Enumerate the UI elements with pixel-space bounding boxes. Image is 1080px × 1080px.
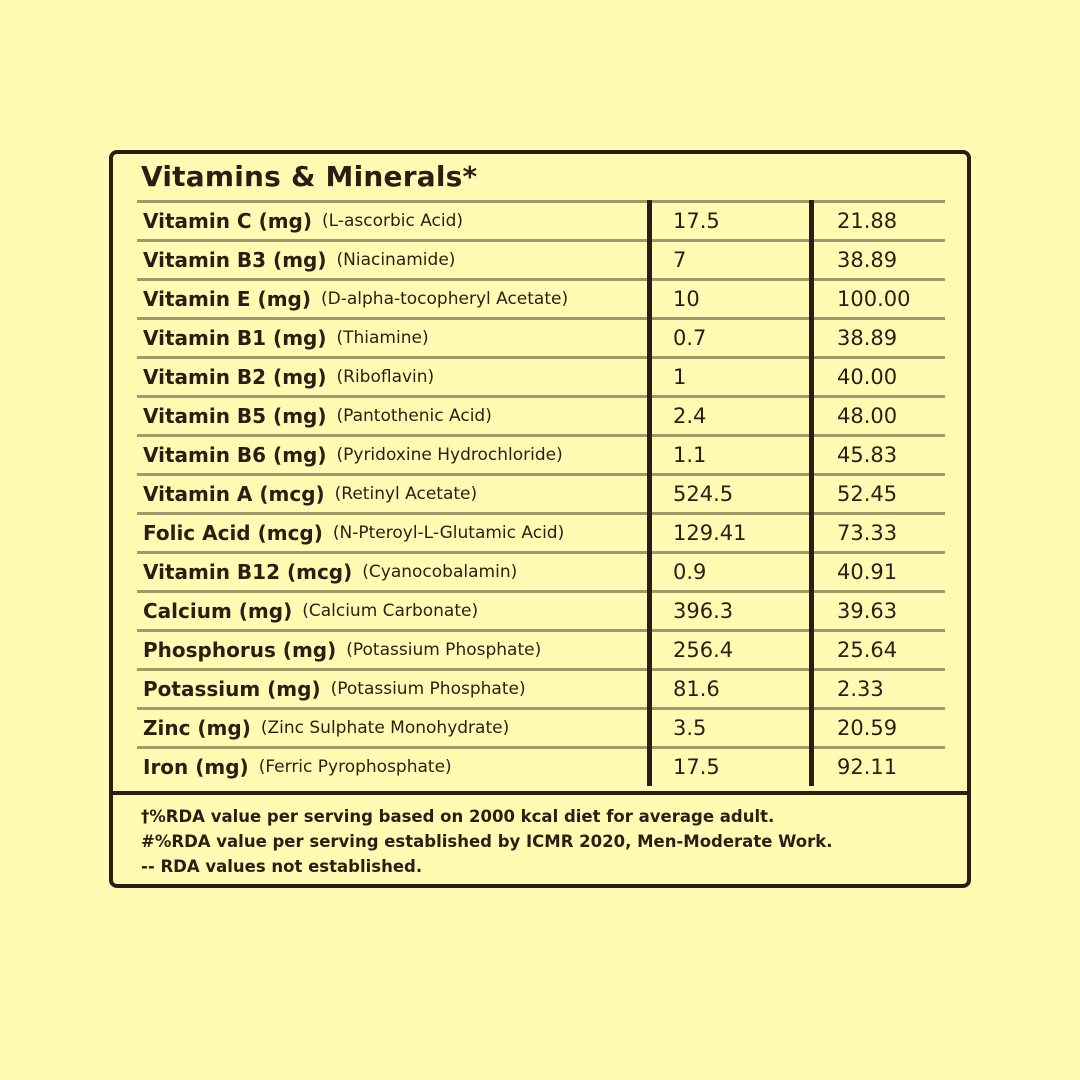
panel-title: Vitamins & Minerals* bbox=[141, 160, 478, 193]
nutrient-source: (Pantothenic Acid) bbox=[336, 406, 492, 426]
column-divider-rda bbox=[809, 200, 814, 786]
nutrient-rda: 40.00 bbox=[837, 365, 898, 389]
nutrient-rda: 92.11 bbox=[837, 755, 898, 779]
nutrient-source: (D-alpha-tocopheryl Acetate) bbox=[321, 289, 569, 309]
table-row bbox=[137, 707, 945, 746]
nutrient-amount: 524.5 bbox=[673, 482, 734, 506]
nutrient-amount: 17.5 bbox=[673, 755, 720, 779]
table-row bbox=[137, 200, 945, 239]
footnote-divider bbox=[113, 791, 967, 795]
column-divider-amount bbox=[647, 200, 652, 786]
nutrient-name: Zinc (mg) bbox=[143, 716, 251, 740]
nutrient-source: (Cyanocobalamin) bbox=[362, 562, 518, 582]
nutrient-rda: 20.59 bbox=[837, 716, 898, 740]
nutrition-panel bbox=[109, 150, 971, 888]
table-row bbox=[137, 629, 945, 668]
nutrient-amount: 10 bbox=[673, 287, 700, 311]
nutrient-source: (Calcium Carbonate) bbox=[302, 601, 479, 621]
table-row bbox=[137, 590, 945, 629]
table-row bbox=[137, 512, 945, 551]
nutrient-name: Iron (mg) bbox=[143, 755, 249, 779]
nutrient-rda: 52.45 bbox=[837, 482, 898, 506]
nutrient-source: (Thiamine) bbox=[336, 328, 429, 348]
nutrient-name: Vitamin A (mcg) bbox=[143, 482, 325, 506]
nutrient-amount: 0.7 bbox=[673, 326, 707, 350]
nutrient-source: (Riboflavin) bbox=[336, 367, 435, 387]
nutrient-name: Vitamin C (mg) bbox=[143, 209, 313, 233]
nutrient-source: (N-Pteroyl-L-Glutamic Acid) bbox=[332, 523, 565, 543]
nutrient-name: Calcium (mg) bbox=[143, 599, 293, 623]
nutrient-amount: 129.41 bbox=[673, 521, 747, 545]
nutrient-name: Vitamin B6 (mg) bbox=[143, 443, 327, 467]
nutrient-name: Vitamin B1 (mg) bbox=[143, 326, 327, 350]
nutrient-amount: 0.9 bbox=[673, 560, 707, 584]
nutrient-table bbox=[137, 200, 945, 785]
nutrient-source: (Retinyl Acetate) bbox=[334, 484, 478, 504]
nutrient-rda: 21.88 bbox=[837, 209, 898, 233]
nutrient-name: Vitamin B12 (mcg) bbox=[143, 560, 353, 584]
nutrient-name: Folic Acid (mcg) bbox=[143, 521, 323, 545]
table-row bbox=[137, 278, 945, 317]
nutrient-rda: 40.91 bbox=[837, 560, 898, 584]
nutrient-amount: 396.3 bbox=[673, 599, 734, 623]
nutrient-rda: 38.89 bbox=[837, 248, 898, 272]
nutrient-name: Vitamin E (mg) bbox=[143, 287, 311, 311]
nutrient-amount: 256.4 bbox=[673, 638, 734, 662]
table-row bbox=[137, 668, 945, 707]
nutrient-rda: 39.63 bbox=[837, 599, 898, 623]
nutrient-rda: 2.33 bbox=[837, 677, 884, 701]
footnote: -- RDA values not established. bbox=[141, 857, 423, 876]
table-row bbox=[137, 746, 945, 785]
nutrient-rda: 100.00 bbox=[837, 287, 911, 311]
nutrient-name: Vitamin B5 (mg) bbox=[143, 404, 327, 428]
nutrient-amount: 2.4 bbox=[673, 404, 707, 428]
nutrient-source: (L-ascorbic Acid) bbox=[322, 211, 464, 231]
nutrient-amount: 17.5 bbox=[673, 209, 720, 233]
nutrient-source: (Potassium Phosphate) bbox=[346, 640, 542, 660]
nutrient-name: Phosphorus (mg) bbox=[143, 638, 337, 662]
table-row bbox=[137, 473, 945, 512]
table-row bbox=[137, 434, 945, 473]
nutrient-rda: 38.89 bbox=[837, 326, 898, 350]
nutrient-name: Vitamin B3 (mg) bbox=[143, 248, 327, 272]
nutrient-source: (Pyridoxine Hydrochloride) bbox=[336, 445, 563, 465]
table-row bbox=[137, 356, 945, 395]
nutrient-rda: 73.33 bbox=[837, 521, 898, 545]
nutrient-amount: 1.1 bbox=[673, 443, 707, 467]
nutrient-rda: 45.83 bbox=[837, 443, 898, 467]
nutrient-source: (Ferric Pyrophosphate) bbox=[258, 757, 452, 777]
footnotes bbox=[141, 804, 832, 879]
table-row bbox=[137, 551, 945, 590]
nutrient-amount: 81.6 bbox=[673, 677, 720, 701]
nutrient-amount: 3.5 bbox=[673, 716, 707, 740]
nutrient-amount: 1 bbox=[673, 365, 687, 389]
nutrient-source: (Potassium Phosphate) bbox=[330, 679, 526, 699]
footnote: †%RDA value per serving based on 2000 kcal diet for average adult. bbox=[141, 807, 775, 826]
nutrient-amount: 7 bbox=[673, 248, 687, 272]
nutrient-source: (Niacinamide) bbox=[336, 250, 456, 270]
nutrient-rda: 25.64 bbox=[837, 638, 898, 662]
nutrient-name: Potassium (mg) bbox=[143, 677, 321, 701]
footnote: #%RDA value per serving established by ICMR 2020, Men-Moderate Work. bbox=[141, 832, 833, 851]
table-row bbox=[137, 239, 945, 278]
nutrient-source: (Zinc Sulphate Monohydrate) bbox=[260, 718, 510, 738]
table-row bbox=[137, 395, 945, 434]
nutrient-name: Vitamin B2 (mg) bbox=[143, 365, 327, 389]
nutrient-rda: 48.00 bbox=[837, 404, 898, 428]
table-row bbox=[137, 317, 945, 356]
